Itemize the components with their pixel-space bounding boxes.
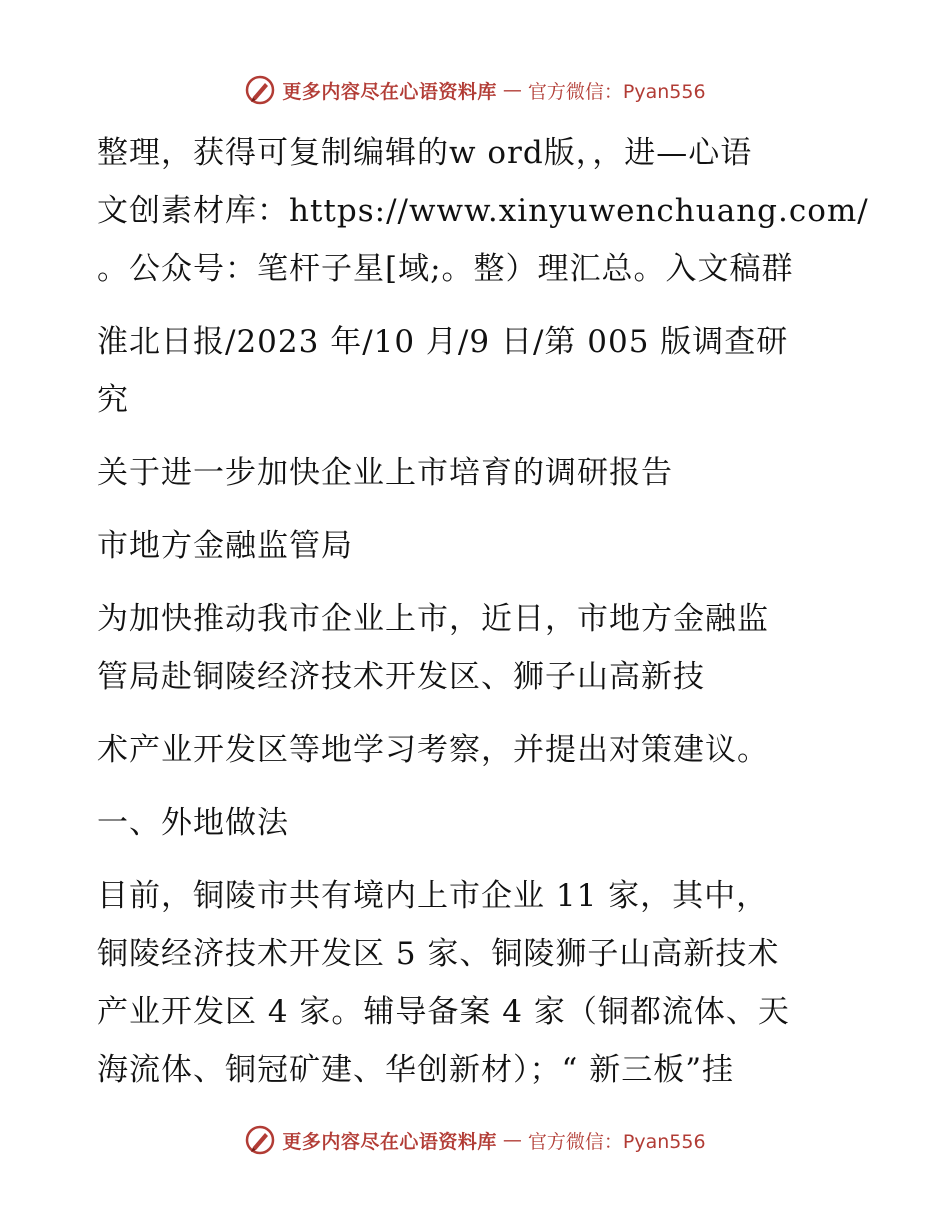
text-line: 产业开发区 4 家。辅导备案 4 家（铜都流体、天	[97, 994, 790, 1030]
text-line: 术产业开发区等地学习考察，并提出对策建议。	[97, 732, 769, 768]
paragraph-body	[97, 867, 857, 1099]
text-line: 铜陵经济技术开发区 5 家、铜陵狮子山高新技术	[97, 936, 780, 972]
text-line: 目前，铜陵市共有境内上市企业 11 家，其中，	[97, 878, 769, 914]
text-line: 关于进一步加快企业上市培育的调研报告	[97, 455, 673, 491]
paragraph-intro-continued	[97, 721, 857, 779]
text-line: 整理，获得可复制编辑的w ord版，，进—心语	[97, 135, 753, 171]
watermark-contact: 官方微信：Pyan556	[527, 1130, 706, 1153]
watermark-separator: —	[502, 1129, 522, 1151]
header-watermark	[0, 70, 950, 110]
watermark-text: 更多内容尽在心语资料库	[282, 1130, 497, 1153]
paragraph-publication	[97, 313, 857, 429]
text-line: 文创素材库：https://www.xinyuwenchuang.com/	[97, 193, 869, 229]
text-line: 为加快推动我市企业上市，近日，市地方金融监	[97, 601, 769, 637]
document-title	[97, 444, 857, 502]
paragraph-source-note	[97, 124, 869, 298]
footer-watermark	[0, 1120, 950, 1160]
text-line: 究	[97, 382, 129, 418]
text-line: 海流体、铜冠矿建、华创新材）；“ 新三板”挂	[97, 1052, 735, 1088]
watermark-separator: —	[502, 79, 522, 101]
watermark-contact: 官方微信：Pyan556	[527, 80, 706, 103]
pen-logo-icon	[244, 1124, 276, 1156]
text-line: 。公众号：笔杆子星[域;。整）理汇总。入文稿群	[97, 251, 794, 287]
document-author	[97, 517, 857, 575]
watermark-text: 更多内容尽在心语资料库	[282, 80, 497, 103]
text-line: 一、外地做法	[97, 805, 289, 841]
document-body	[97, 124, 869, 1114]
paragraph-intro	[97, 590, 857, 706]
text-line: 管局赴铜陵经济技术开发区、狮子山高新技	[97, 659, 705, 695]
text-line: 市地方金融监管局	[97, 528, 353, 564]
text-line: 淮北日报/2023 年/10 月/9 日/第 005 版调查研	[97, 324, 789, 360]
section-heading	[97, 794, 857, 852]
pen-logo-icon	[244, 74, 276, 106]
